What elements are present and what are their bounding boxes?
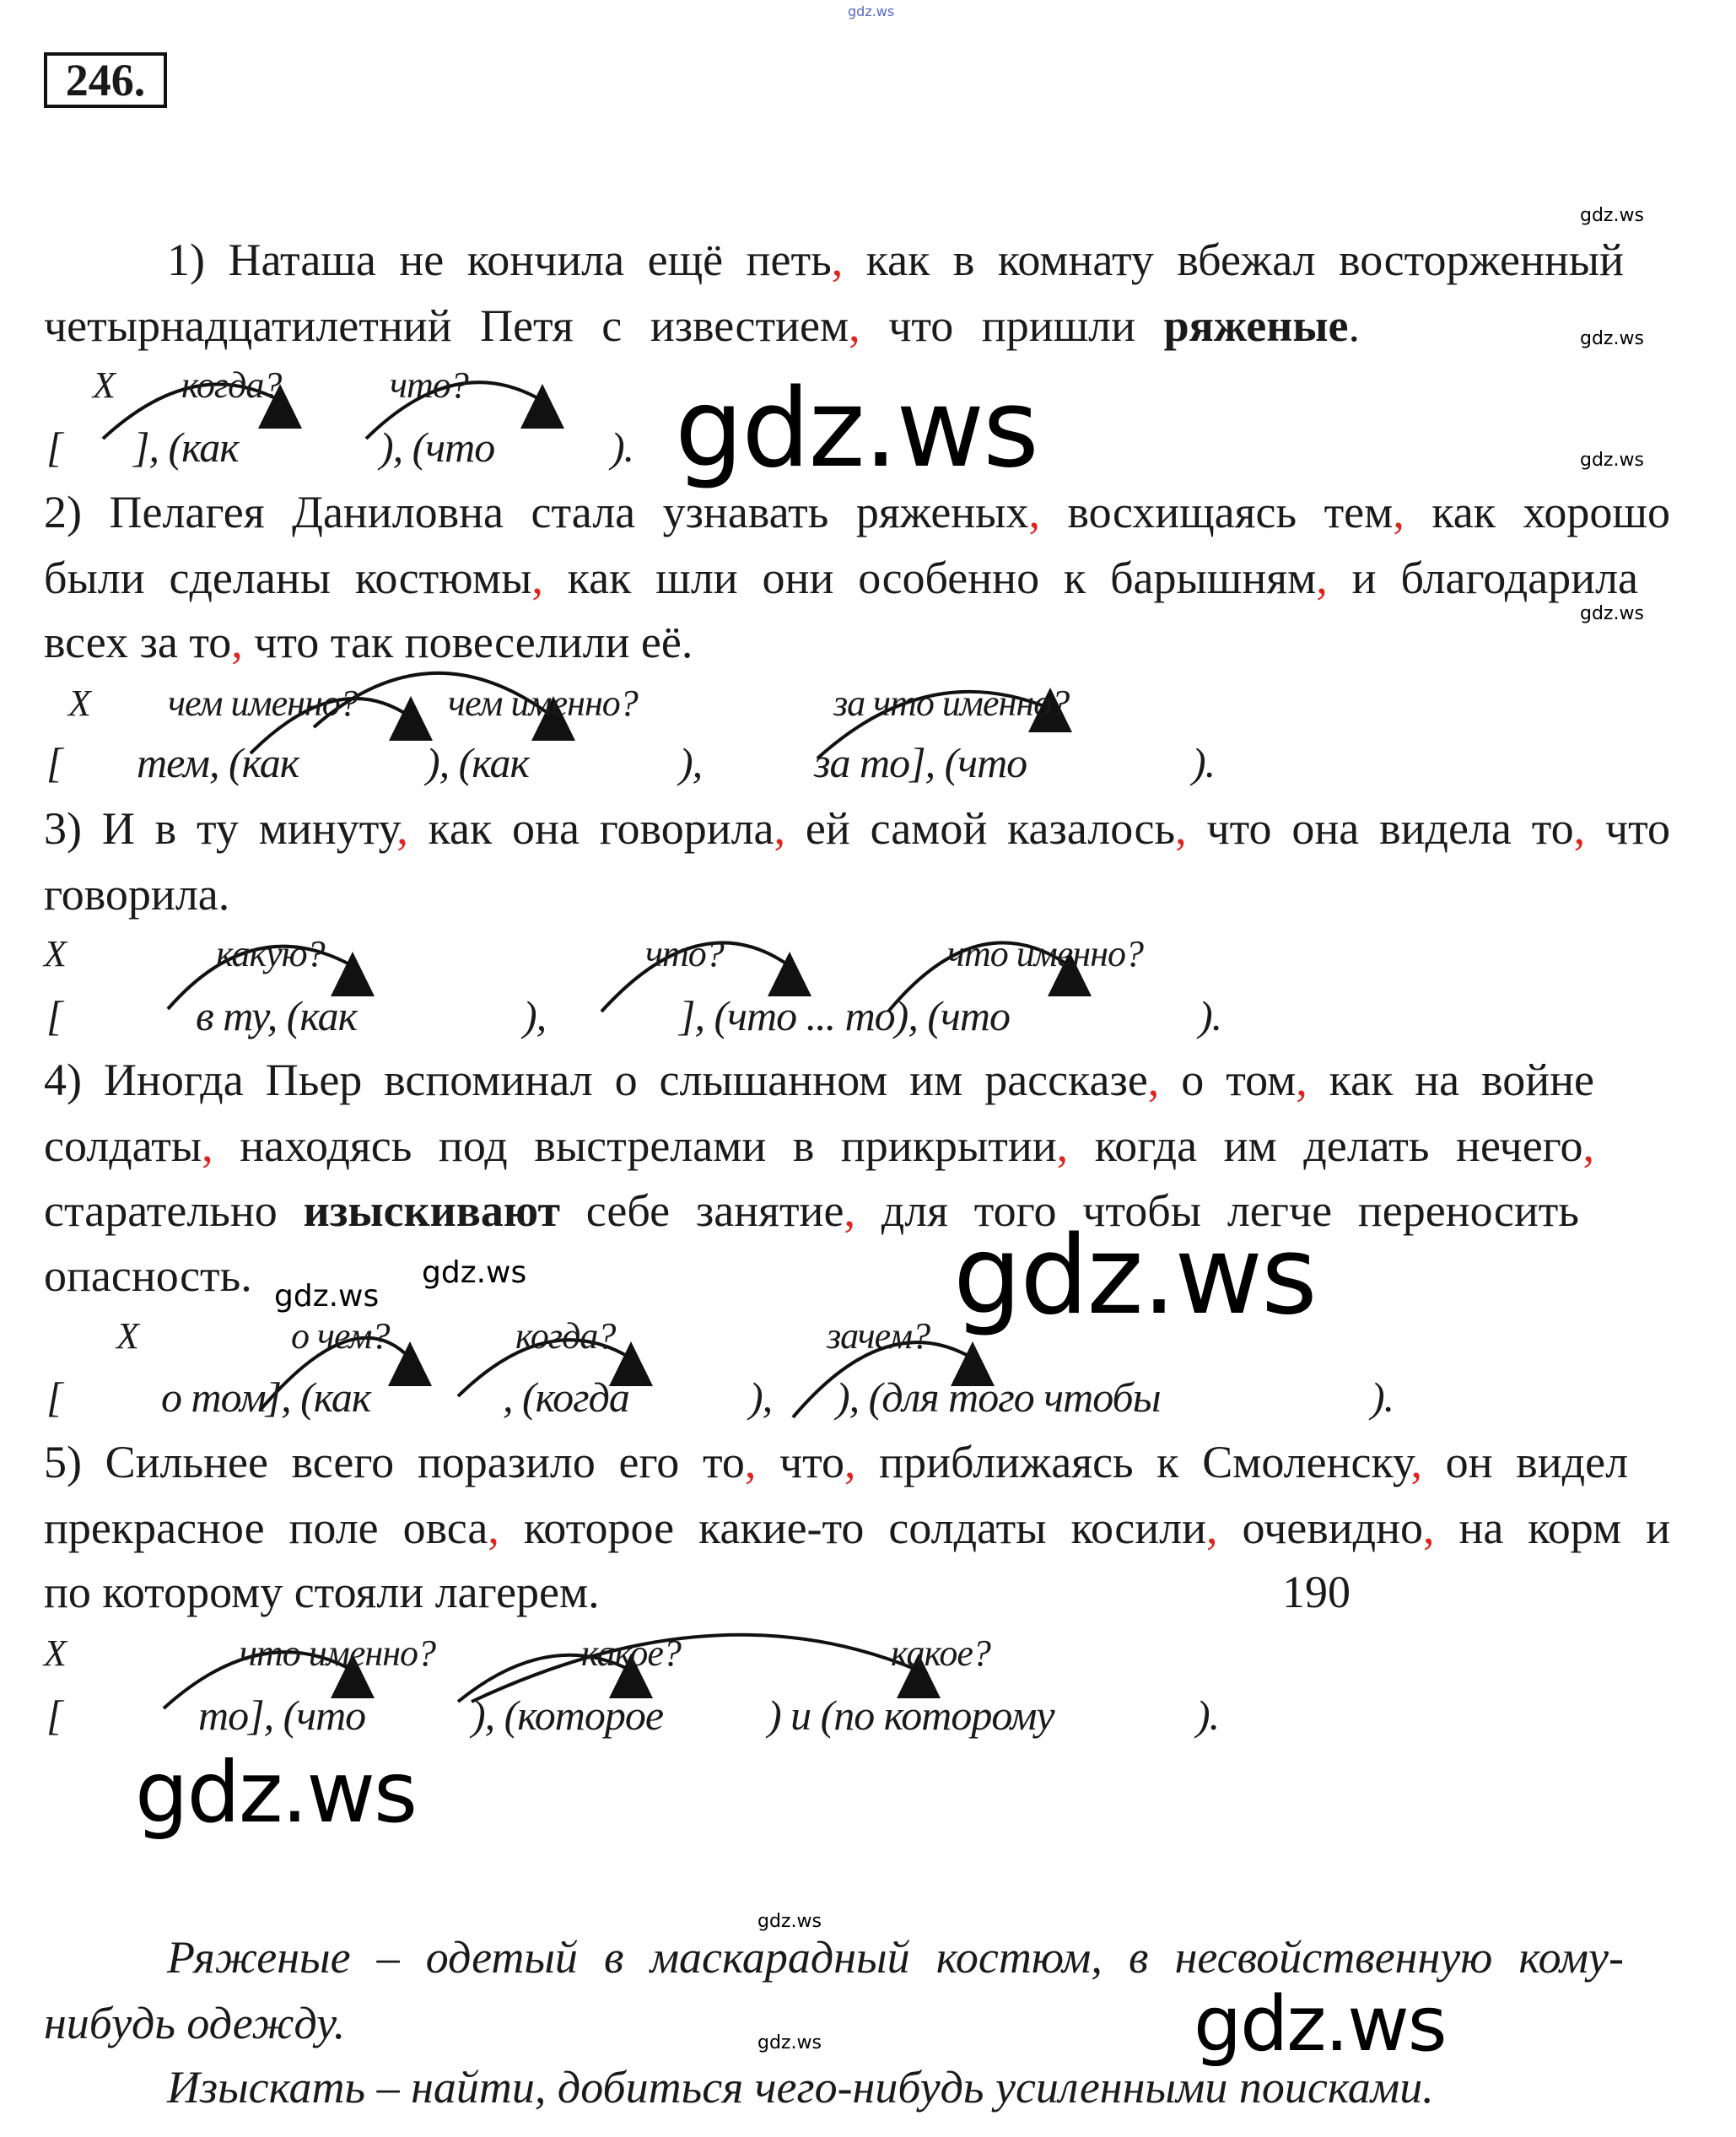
exercise-number: 246.	[44, 52, 167, 108]
highlighted-comma: ,	[774, 803, 786, 854]
text-segment: когда им делать нечего	[1068, 1120, 1583, 1171]
scheme-1-part: ), (что	[380, 424, 495, 471]
scheme-4-label: зачем?	[827, 1315, 930, 1357]
text-segment: 2) Пелагея Даниловна стала узнавать ряженых	[44, 487, 1029, 537]
highlighted-comma: ,	[1410, 1437, 1423, 1487]
text-segment: как в комнату вбежал восторженный	[843, 235, 1624, 285]
sentence-3-line-2	[44, 869, 1670, 920]
scheme-2-label: чем именно?	[448, 683, 638, 724]
watermark-small: gdz.ws	[1580, 603, 1644, 624]
text-segment: четырнадцатилетний Петя с известием	[44, 300, 849, 351]
scheme-5-label: что именно?	[240, 1632, 436, 1674]
scheme-1-label: когда?	[181, 364, 282, 406]
text-segment: как она говорила	[407, 803, 774, 854]
highlighted-comma: ,	[1296, 1055, 1307, 1105]
scheme-3-label: что?	[645, 933, 724, 974]
highlighted-comma: ,	[849, 300, 860, 351]
text-segment: что так повеселили её.	[242, 617, 693, 667]
scheme-4-part: , (когда	[503, 1373, 629, 1421]
highlighted-comma: ,	[396, 803, 408, 854]
watermark-small: gdz.ws	[757, 2032, 822, 2053]
scheme-3-label: какую?	[216, 933, 325, 974]
highlighted-comma: ,	[1393, 487, 1404, 537]
highlighted-comma: ,	[1175, 803, 1187, 854]
sentence-1-line-2	[44, 300, 1360, 351]
scheme-5-part: ) и (по которому	[768, 1692, 1054, 1739]
highlighted-comma: ,	[1573, 803, 1586, 854]
highlighted-comma: ,	[1147, 1055, 1160, 1105]
scheme-5-part: ).	[1196, 1692, 1220, 1739]
highlighted-comma: ,	[744, 1437, 757, 1487]
text-segment: говорила.	[44, 869, 230, 920]
highlighted-comma: ,	[1206, 1503, 1218, 1553]
scheme-2-part: тем, (как	[137, 739, 299, 786]
text-segment: что она видела то	[1186, 803, 1574, 854]
definition-2: Изыскать – найти, добиться чего-нибудь усиленными поисками.	[167, 2062, 1434, 2113]
scheme-1-part: ).	[611, 424, 634, 471]
arrow-head-icon	[389, 696, 433, 741]
scheme-3-part: ).	[1199, 992, 1222, 1039]
watermark-large: gdz.ws	[953, 1213, 1316, 1339]
text-segment: 4) Иногда Пьер вспоминал о слышанном им рассказе	[44, 1055, 1148, 1105]
watermark-large: gdz.ws	[1194, 1980, 1446, 2069]
sentence-5-line-3	[44, 1567, 1670, 1617]
watermark-large: gdz.ws	[675, 366, 1038, 492]
highlighted-comma: ,	[1028, 487, 1040, 537]
scheme-4-part: [	[46, 1373, 62, 1421]
highlighted-comma: ,	[1316, 553, 1328, 603]
page-number: 190	[1282, 1567, 1351, 1617]
text-segment: на корм и	[1434, 1503, 1670, 1553]
scheme-5-part: [	[46, 1692, 62, 1739]
scheme-2-part: ), (как	[426, 739, 529, 786]
text-segment: опасность.	[44, 1250, 252, 1301]
text-segment: ей самой казалось	[785, 803, 1176, 854]
watermark-small: gdz.ws	[757, 1911, 822, 1932]
scheme-3-part: ),	[523, 992, 547, 1039]
definition-1-line-2: нибудь одежду.	[44, 1998, 346, 2048]
sentence-2-line-3	[44, 617, 1670, 667]
arrow-head-icon	[520, 384, 564, 429]
sentence-3-line-1	[44, 803, 1670, 854]
scheme-3-part: ], (что ... то), (что	[679, 992, 1010, 1039]
text-segment: для того чтобы легче переносить	[855, 1185, 1580, 1236]
text-segment: были сделаны костюмы	[44, 553, 532, 603]
text-segment: всех за то	[44, 617, 232, 667]
text-segment: он видел	[1422, 1437, 1629, 1487]
highlighted-comma: ,	[531, 553, 543, 603]
scheme-2-label: чем именно?	[168, 683, 358, 724]
sentence-2-line-2	[44, 553, 1638, 603]
watermark-medium: gdz.ws	[274, 1279, 380, 1314]
text-segment: что	[756, 1437, 845, 1487]
sentence-2-line-1	[44, 487, 1670, 537]
sentence-5-line-2	[44, 1503, 1670, 1553]
scheme-5-part: ), (которое	[472, 1692, 664, 1739]
scheme-3-label: что именно?	[947, 933, 1144, 974]
definition-1-line-1: Ряженые – одетый в маскарадный костюм, в несвойственную кому-	[167, 1932, 1624, 1983]
highlighted-comma: ,	[1056, 1120, 1069, 1171]
scheme-5-label: X	[44, 1632, 66, 1674]
scheme-3-part: в ту, (как	[196, 992, 357, 1039]
text-segment: как шли они особенно к барышням	[542, 553, 1317, 603]
highlighted-comma: ,	[202, 1120, 213, 1171]
watermark-top: gdz.ws	[848, 3, 895, 19]
highlighted-comma: ,	[1423, 1503, 1435, 1553]
watermark-medium: gdz.ws	[422, 1255, 527, 1290]
text-segment: .	[1348, 300, 1360, 351]
text-segment: что пришли	[860, 300, 1164, 351]
text-segment: по которому стояли лагерем.	[44, 1567, 600, 1617]
text-segment: что	[1585, 803, 1671, 854]
scheme-5-part: то], (что	[198, 1692, 366, 1739]
text-segment: которое какие-то солдаты косили	[499, 1503, 1207, 1553]
highlighted-comma: ,	[844, 1437, 856, 1487]
scheme-2-part: [	[46, 739, 62, 786]
bold-word: изыскивают	[303, 1185, 561, 1236]
text-segment: восхищаясь тем	[1039, 487, 1394, 537]
scheme-4-part: ), (для того чтобы	[836, 1373, 1161, 1421]
scheme-1-part: ], (как	[133, 424, 239, 471]
sentence-5-line-1	[44, 1437, 1628, 1487]
text-segment: находясь под выстрелами в прикрытии	[213, 1120, 1057, 1171]
sentence-4-line-3	[44, 1185, 1579, 1236]
sentence-1-line-1	[167, 235, 1624, 285]
arrow-head-icon	[388, 1341, 432, 1386]
highlighted-comma: ,	[231, 617, 243, 667]
text-segment: себе занятие	[560, 1185, 844, 1236]
watermark-small: gdz.ws	[1580, 450, 1644, 471]
scheme-4-label: когда?	[515, 1315, 616, 1357]
text-segment: 5) Сильнее всего поразило его то	[44, 1437, 745, 1487]
highlighted-comma: ,	[831, 235, 844, 285]
text-segment: прекрасное поле овса	[44, 1503, 488, 1553]
highlighted-comma: ,	[1582, 1120, 1594, 1171]
text-segment: 3) И в ту минуту	[44, 803, 397, 854]
highlighted-comma: ,	[488, 1503, 499, 1553]
text-segment: 1) Наташа не кончила ещё петь	[167, 235, 832, 285]
bold-word: ряженые	[1163, 300, 1349, 351]
highlighted-comma: ,	[844, 1185, 855, 1236]
scheme-4-part: ),	[749, 1373, 773, 1421]
text-segment: как на войне	[1307, 1055, 1595, 1105]
text-segment: очевидно	[1217, 1503, 1423, 1553]
scheme-2-part: за то], (что	[814, 739, 1027, 786]
sentence-4-line-2	[44, 1120, 1594, 1171]
scheme-1-part: [	[46, 424, 62, 471]
scheme-1-label: X	[93, 364, 115, 406]
scheme-2-label: X	[68, 683, 90, 724]
scheme-4-label: X	[116, 1315, 138, 1357]
text-segment: как хорошо	[1404, 487, 1670, 537]
text-segment: старательно	[44, 1185, 304, 1236]
scheme-4-label: о чем?	[291, 1315, 390, 1357]
scheme-1-label: что?	[390, 364, 468, 406]
scheme-4-part: о том], (как	[161, 1373, 371, 1421]
scheme-3-label: X	[44, 933, 66, 974]
scheme-5-label: какое?	[581, 1632, 681, 1674]
scheme-2-label: за что именно?	[833, 683, 1070, 724]
text-segment: и благодарила	[1327, 553, 1638, 603]
watermark-large: gdz.ws	[135, 1743, 417, 1842]
text-segment: приближаясь к Смоленску	[855, 1437, 1411, 1487]
text-segment: солдаты	[44, 1120, 202, 1171]
scheme-2-part: ).	[1192, 739, 1216, 786]
scheme-4-part: ).	[1371, 1373, 1394, 1421]
scheme-5-label: какое?	[891, 1632, 990, 1674]
watermark-small: gdz.ws	[1580, 205, 1644, 226]
watermark-small: gdz.ws	[1580, 328, 1644, 349]
sentence-4-line-1	[44, 1055, 1594, 1105]
scheme-3-part: [	[46, 992, 62, 1039]
scheme-2-part: ),	[679, 739, 703, 786]
text-segment: о том	[1159, 1055, 1297, 1105]
